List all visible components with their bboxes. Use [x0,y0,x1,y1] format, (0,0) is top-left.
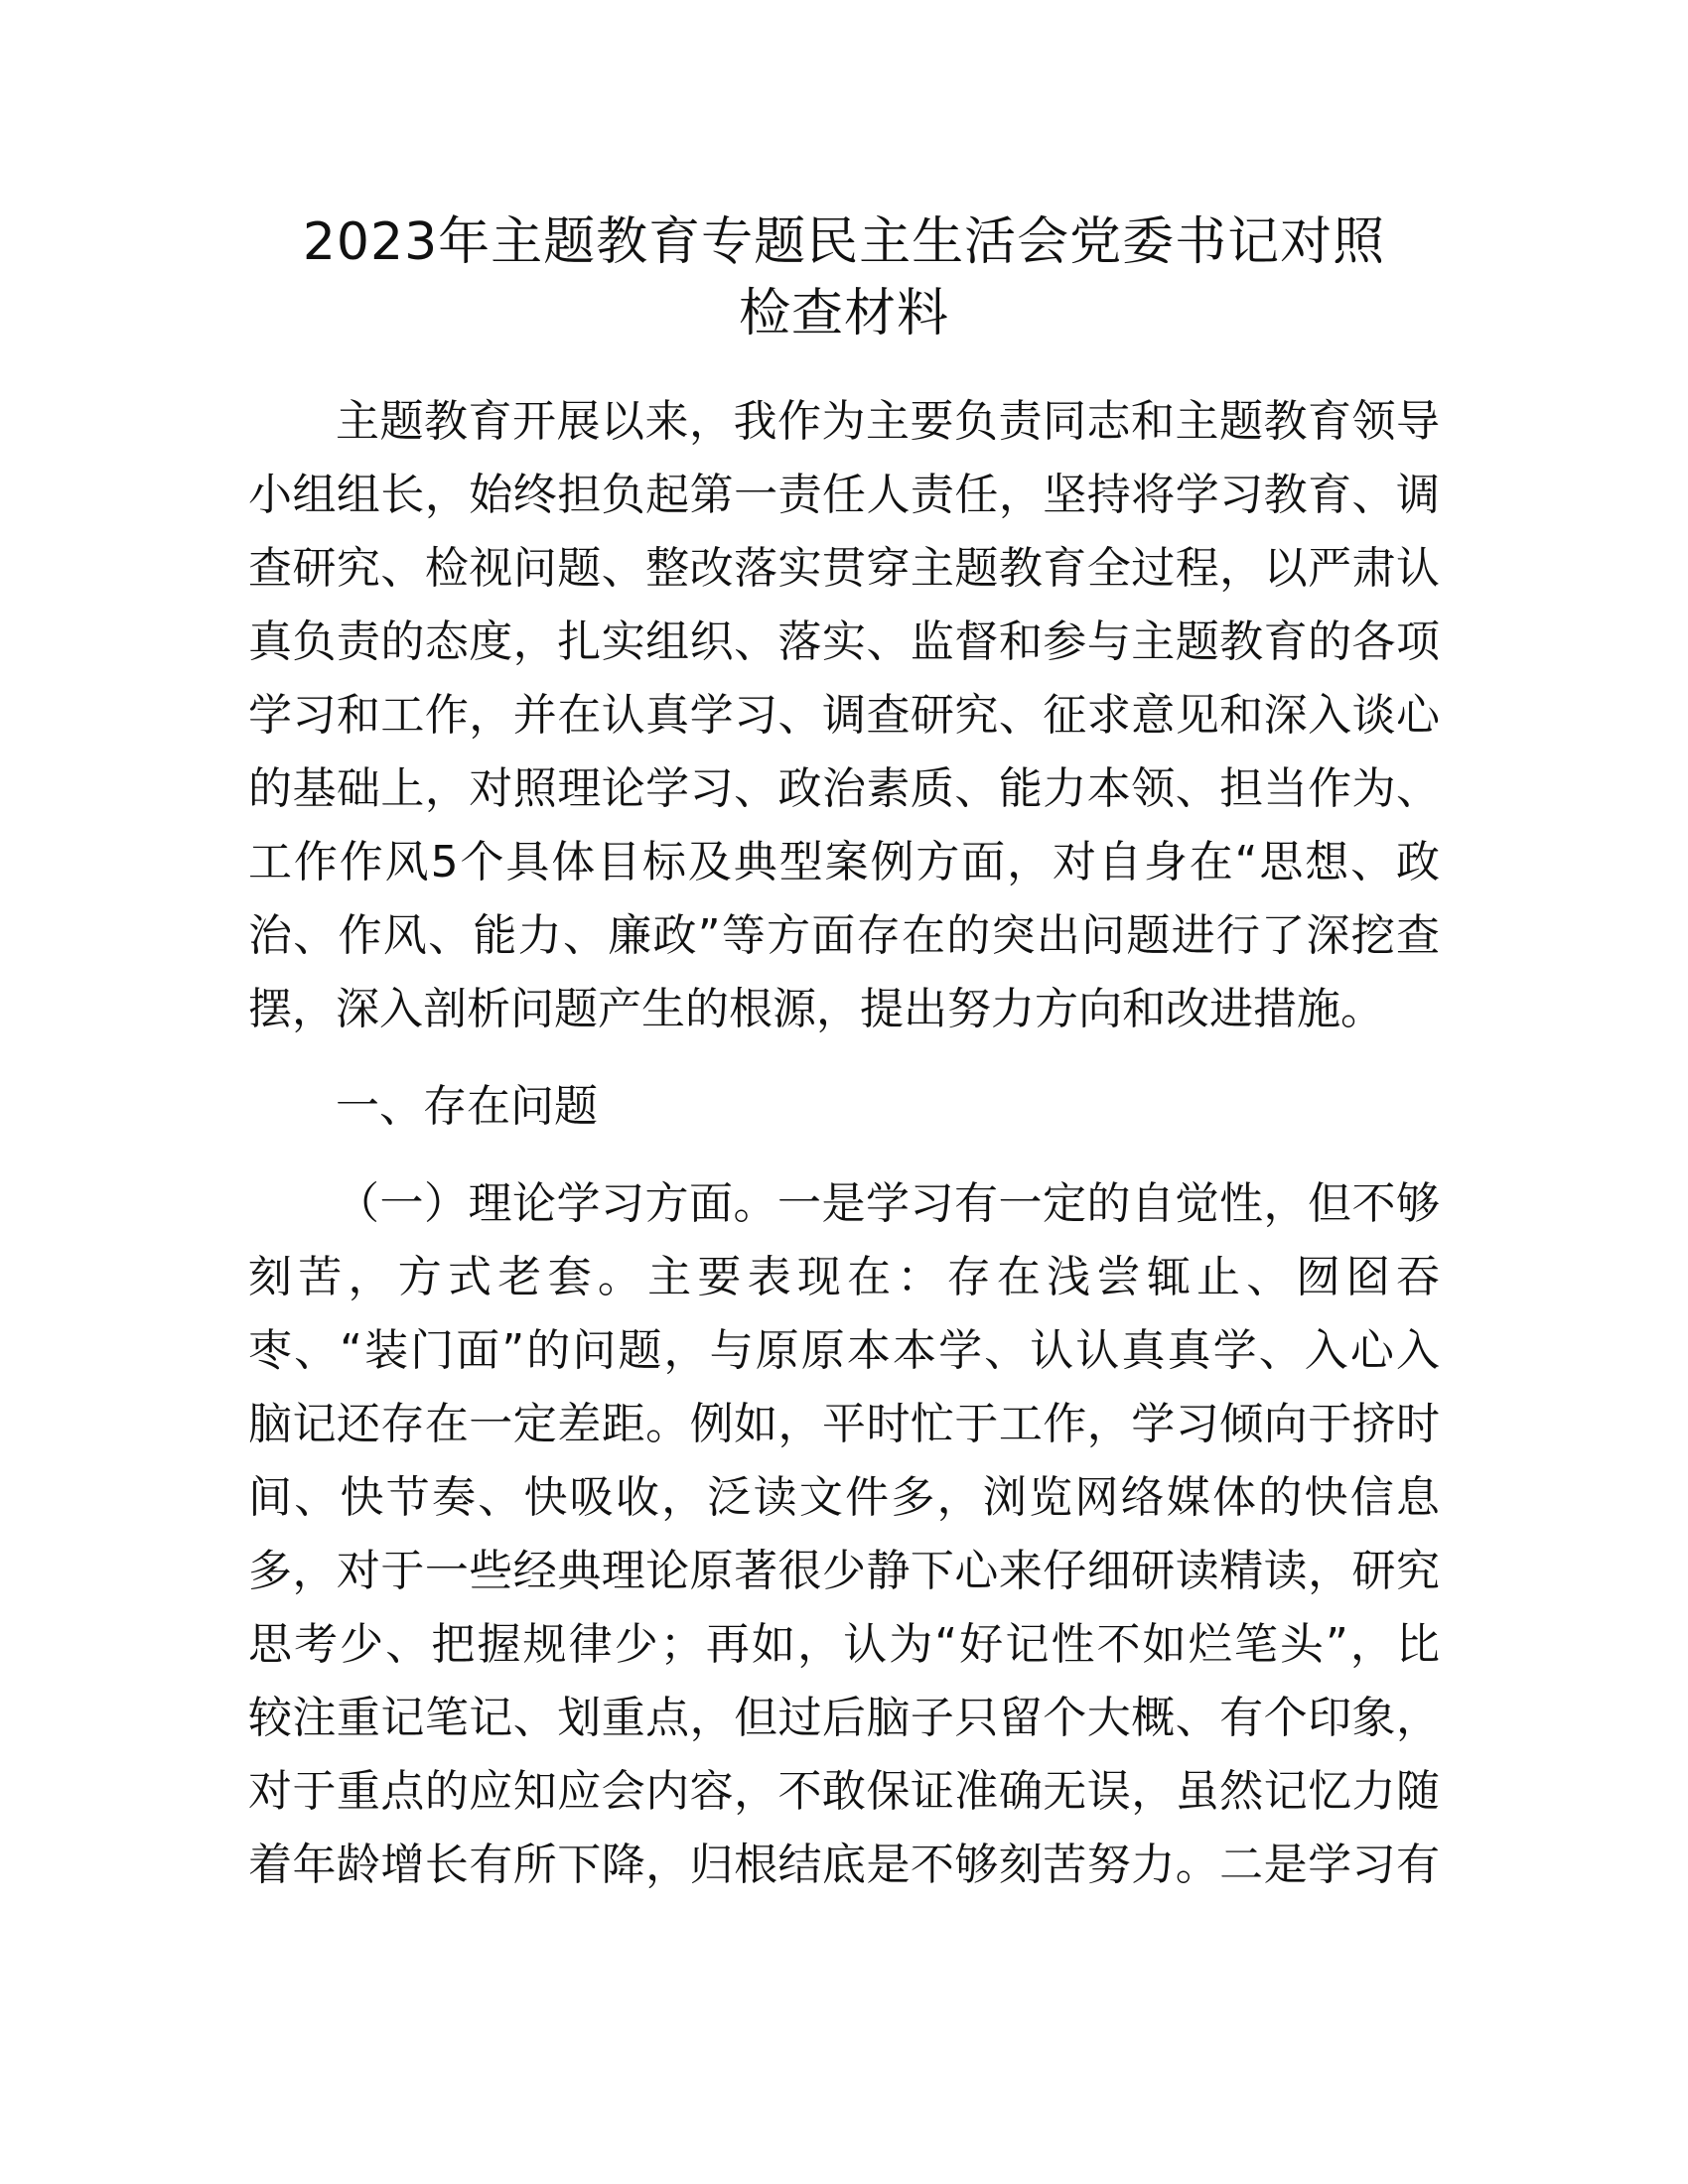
paragraph-line: 较注重记笔记、划重点，但过后脑子只留个大概、有个印象， [248,1693,1440,1743]
document-body [248,385,1440,1902]
section-heading: 一、存在问题 [336,1081,598,1132]
paragraph-line: （一）理论学习方面。一是学习有一定的自觉性，但不够 [336,1178,1440,1229]
paragraph-line: 学习和工作，并在认真学习、调查研究、征求意见和深入谈心 [248,690,1440,741]
paragraph-line: 治、作风、能力、廉政”等方面存在的突出问题进行了深挖查 [248,910,1440,961]
paragraph-line: 的基础上，对照理论学习、政治素质、能力本领、担当作为、 [248,763,1440,814]
paragraph-line: 主题教育开展以来，我作为主要负责同志和主题教育领导 [336,396,1440,447]
paragraph-line: 多，对于一些经典理论原著很少静下心来仔细研读精读，研究 [248,1546,1440,1596]
paragraph-line: 思考少、把握规律少；再如，认为“好记性不如烂笔头”，比 [248,1619,1440,1670]
paragraph-line: 查研究、检视问题、整改落实贯穿主题教育全过程，以严肃认 [248,543,1440,594]
paragraph-line: 摆，深入剖析问题产生的根源，提出努力方向和改进措施。 [248,984,1384,1034]
paragraph-line: 真负责的态度，扎实组织、落实、监督和参与主题教育的各项 [248,616,1440,667]
paragraph-line: 工作作风5个具体目标及典型案例方面，对自身在“思想、政 [248,837,1440,887]
paragraph-line: 枣、“装门面”的问题，与原原本本学、认认真真学、入心入 [248,1325,1440,1376]
document-title-line-2: 检查材料 [738,284,949,343]
paragraph-line: 间、快节奏、快吸收，泛读文件多，浏览网络媒体的快信息 [248,1472,1440,1523]
paragraph-theory-study [248,1167,1440,1902]
paragraph-line: 刻苦，方式老套。主要表现在：存在浅尝辄止、囫囵吞 [248,1252,1440,1302]
paragraph-intro [248,385,1440,1046]
paragraph-line: 小组组长，始终担负起第一责任人责任，坚持将学习教育、调 [248,470,1440,520]
paragraph-line: 着年龄增长有所下降，归根结底是不够刻苦努力。二是学习有 [248,1840,1440,1890]
paragraph-line: 脑记还存在一定差距。例如，平时忙于工作，学习倾向于挤时 [248,1399,1440,1449]
document-title-line-1: 2023年主题教育专题民主生活会党委书记对照 [302,212,1386,272]
paragraph-line: 对于重点的应知应会内容，不敢保证准确无误，虽然记忆力随 [248,1766,1440,1817]
